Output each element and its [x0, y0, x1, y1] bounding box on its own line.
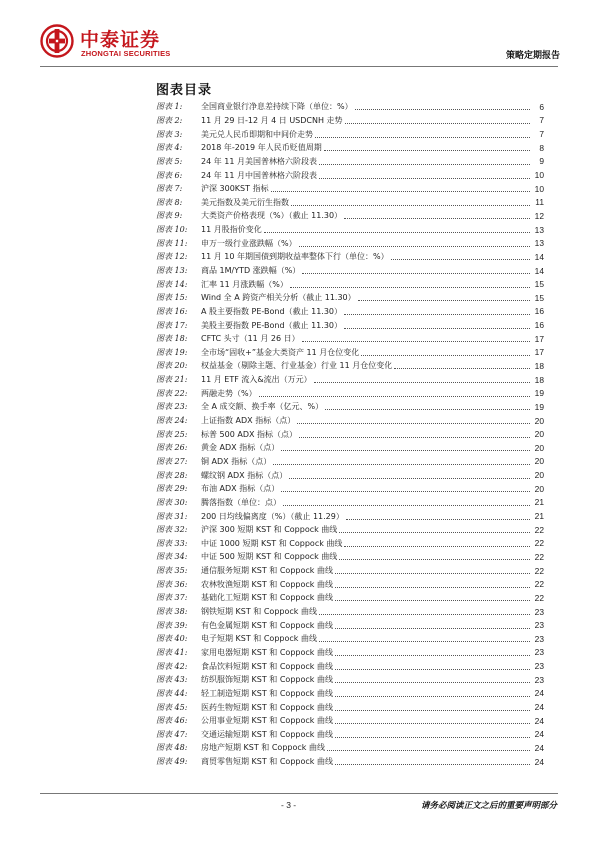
toc-entry-title: 24 年 11 月美国普林格六阶段表	[201, 156, 317, 166]
toc-entry[interactable]	[156, 509, 544, 523]
toc-entry-number: 图表 47:	[156, 729, 188, 739]
toc-entry-page: 16	[534, 320, 544, 331]
toc-entry-title: CFTC 头寸（11 月 26 日）	[201, 334, 300, 344]
toc-entry[interactable]	[156, 305, 544, 319]
toc-dot-leader	[344, 314, 530, 315]
toc-dot-leader	[335, 764, 530, 765]
toc-entry-page: 20	[534, 442, 544, 453]
toc-entry-number: 图表 23:	[156, 402, 188, 412]
toc-entry-title: 纺织服饰短期 KST 和 Coppock 曲线	[201, 675, 333, 685]
toc-entry[interactable]	[156, 155, 544, 169]
toc-entry-page: 23	[534, 661, 544, 672]
toc-dot-leader	[319, 178, 530, 179]
toc-entry-title: Wind 全 A 跨资产相关分析（截止 11.30）	[201, 293, 356, 303]
toc-dot-leader	[335, 669, 530, 670]
toc-entry[interactable]	[156, 400, 544, 414]
toc-entry-page: 22	[534, 592, 544, 603]
toc-entry-page: 20	[534, 456, 544, 467]
toc-entry-page: 24	[534, 756, 544, 767]
toc-entry-page: 14	[534, 265, 544, 276]
toc-entry-title: 11 月 ETF 流入&流出（万元）	[201, 375, 312, 385]
toc-entry[interactable]	[156, 564, 544, 578]
toc-entry-number: 图表 9:	[156, 211, 183, 221]
toc-entry[interactable]	[156, 632, 544, 646]
toc-entry-page: 23	[534, 633, 544, 644]
toc-entry[interactable]	[156, 727, 544, 741]
toc-entry-title: 全 A 成交额、换手率（亿元、%）	[201, 402, 324, 412]
toc-dot-leader	[299, 437, 530, 438]
toc-entry-page: 12	[534, 210, 544, 221]
toc-dot-leader	[335, 655, 530, 656]
toc-entry-title: 中证 500 短期 KST 和 Coppock 曲线	[201, 552, 338, 562]
toc-entry-page: 20	[534, 429, 544, 440]
toc-entry-number: 图表 49:	[156, 757, 188, 767]
toc-entry[interactable]	[156, 209, 544, 223]
page-number: - 3 -	[281, 800, 297, 810]
toc-entry[interactable]	[156, 182, 544, 196]
toc-dot-leader	[358, 300, 530, 301]
toc-entry-number: 图表 38:	[156, 607, 188, 617]
toc-entry-title: 2018 年-2019 年人民币贬值周期	[201, 143, 322, 153]
toc-entry[interactable]	[156, 346, 544, 360]
toc-entry-page: 18	[534, 374, 544, 385]
toc-entry-number: 图表 16:	[156, 306, 188, 316]
toc-entry-page: 20	[534, 483, 544, 494]
toc-entry-title: 11 月 10 年期国债到期收益率整体下行（单位：%）	[201, 252, 389, 262]
toc-entry[interactable]	[156, 577, 544, 591]
toc-entry-number: 图表 12:	[156, 252, 188, 262]
toc-list	[156, 100, 544, 768]
toc-entry-page: 24	[534, 715, 544, 726]
toc-entry[interactable]	[156, 250, 544, 264]
toc-entry-number: 图表 39:	[156, 620, 188, 630]
toc-dot-leader	[344, 218, 530, 219]
page-header	[40, 22, 560, 66]
toc-entry-number: 图表 3:	[156, 129, 183, 139]
toc-entry[interactable]	[156, 100, 544, 114]
toc-entry-title: 电子短期 KST 和 Coppock 曲线	[201, 634, 317, 644]
company-name-en: ZHONGTAI SECURITIES	[81, 49, 171, 58]
toc-entry-page: 10	[534, 183, 544, 194]
toc-entry-number: 图表 46:	[156, 716, 188, 726]
toc-entry-title: 商贸零售短期 KST 和 Coppock 曲线	[201, 757, 333, 767]
toc-entry[interactable]	[156, 386, 544, 400]
toc-entry-title: 黄金 ADX 指标（点）	[201, 443, 280, 453]
toc-entry-page: 11	[535, 197, 544, 208]
toc-dot-leader	[264, 232, 530, 233]
toc-dot-leader	[319, 641, 530, 642]
toc-entry-title: 通信服务短期 KST 和 Coppock 曲线	[201, 566, 333, 576]
toc-entry-page: 9	[539, 156, 544, 167]
toc-entry-page: 7	[539, 129, 544, 140]
toc-entry-number: 图表 43:	[156, 675, 188, 685]
toc-dot-leader	[302, 273, 530, 274]
toc-entry-page: 17	[534, 333, 544, 344]
toc-entry-number: 图表 42:	[156, 661, 188, 671]
toc-entry-number: 图表 28:	[156, 470, 188, 480]
toc-entry-page: 24	[534, 702, 544, 712]
toc-dot-leader	[289, 478, 530, 479]
toc-title: 图表目录	[156, 83, 213, 98]
toc-entry-number: 图表 48:	[156, 743, 188, 753]
toc-entry-number: 图表 11:	[156, 238, 188, 248]
toc-dot-leader	[327, 750, 530, 751]
toc-entry-number: 图表 24:	[156, 416, 188, 426]
toc-dot-leader	[302, 341, 530, 342]
toc-entry-title: 商品 1M/YTD 涨跌幅（%）	[201, 266, 301, 275]
toc-entry[interactable]	[156, 277, 544, 291]
toc-entry[interactable]	[156, 646, 544, 660]
toc-entry-number: 图表 6:	[156, 170, 183, 180]
toc-entry-page: 23	[534, 620, 544, 631]
toc-entry-page: 19	[534, 388, 544, 399]
toc-entry[interactable]	[156, 373, 544, 387]
toc-dot-leader	[339, 532, 530, 533]
toc-entry[interactable]	[156, 427, 544, 441]
toc-entry[interactable]	[156, 523, 544, 537]
toc-entry-number: 图表 36:	[156, 579, 188, 589]
toc-entry-page: 15	[534, 279, 544, 290]
toc-dot-leader	[361, 355, 530, 356]
toc-entry-title: 大类资产价格表现（%）（截止 11.30）	[201, 211, 343, 221]
toc-entry-number: 图表 20:	[156, 361, 188, 371]
toc-entry-number: 图表 13:	[156, 266, 188, 275]
toc-entry-page: 22	[534, 524, 544, 535]
toc-entry-page: 8	[539, 142, 544, 153]
toc-entry-title: 11 月股指价变化	[201, 225, 262, 235]
toc-entry-title: 交通运输短期 KST 和 Coppock 曲线	[201, 729, 333, 739]
toc-entry[interactable]	[156, 755, 544, 769]
toc-entry-number: 图表 5:	[156, 156, 183, 166]
toc-dot-leader	[319, 614, 530, 615]
toc-entry-title: 24 年 11 月中国普林格六阶段表	[201, 170, 317, 180]
toc-entry[interactable]	[156, 127, 544, 141]
toc-entry[interactable]	[156, 591, 544, 605]
toc-dot-leader	[281, 450, 530, 451]
toc-entry-title: 美元指数及美元衍生指数	[201, 197, 289, 207]
toc-entry-number: 图表 31:	[156, 511, 188, 521]
toc-entry[interactable]	[156, 482, 544, 496]
toc-dot-leader	[346, 519, 530, 520]
toc-entry-page: 10	[534, 170, 544, 181]
toc-dot-leader	[325, 409, 530, 410]
toc-entry-number: 图表 4:	[156, 143, 183, 153]
toc-entry[interactable]	[156, 114, 544, 128]
toc-entry[interactable]	[156, 318, 544, 332]
toc-entry-number: 图表 35:	[156, 566, 188, 576]
toc-entry[interactable]	[156, 359, 544, 373]
toc-entry-title: 医药生物短期 KST 和 Coppock 曲线	[201, 702, 333, 712]
report-type-label: 策略定期报告	[505, 51, 560, 61]
toc-entry[interactable]	[156, 223, 544, 237]
toc-entry[interactable]	[156, 455, 544, 469]
toc-dot-leader	[271, 191, 530, 192]
toc-entry-page: 22	[534, 579, 544, 590]
toc-entry[interactable]	[156, 291, 544, 305]
toc-entry-page: 6	[539, 101, 544, 112]
toc-entry[interactable]	[156, 496, 544, 510]
toc-entry-number: 图表 10:	[156, 225, 188, 235]
toc-dot-leader	[324, 150, 530, 151]
toc-entry-number: 图表 40:	[156, 634, 188, 644]
toc-dot-leader	[335, 737, 530, 738]
toc-entry-title: 标普 500 ADX 指标（点）	[201, 429, 298, 439]
toc-entry-number: 图表 25:	[156, 429, 188, 439]
toc-entry-number: 图表 1:	[156, 102, 183, 112]
toc-dot-leader	[259, 396, 530, 397]
toc-entry-title: 布油 ADX 指标（点）	[201, 484, 280, 494]
toc-entry-title: 有色金属短期 KST 和 Coppock 曲线	[201, 620, 333, 630]
toc-dot-leader	[394, 368, 530, 369]
toc-dot-leader	[281, 491, 530, 492]
toc-entry-number: 图表 32:	[156, 525, 188, 535]
toc-entry-number: 图表 34:	[156, 552, 188, 562]
toc-entry-page: 24	[534, 729, 544, 740]
toc-entry[interactable]	[156, 618, 544, 632]
toc-entry[interactable]	[156, 537, 544, 551]
toc-entry-page: 23	[534, 674, 544, 685]
toc-dot-leader	[344, 546, 530, 547]
toc-dot-leader	[290, 287, 530, 288]
toc-dot-leader	[297, 423, 530, 424]
toc-entry-title: 两融走势（%）	[201, 388, 257, 398]
toc-entry-number: 图表 27:	[156, 456, 188, 466]
toc-dot-leader	[335, 723, 530, 724]
footer-divider	[40, 793, 558, 794]
toc-entry-title: 中证 1000 短期 KST 和 Coppock 曲线	[201, 538, 343, 548]
toc-entry-page: 22	[534, 565, 544, 576]
toc-entry-title: 房地产短期 KST 和 Coppock 曲线	[201, 743, 325, 753]
toc-entry[interactable]	[156, 195, 544, 209]
toc-entry-page: 24	[534, 688, 544, 699]
toc-entry-number: 图表 14:	[156, 279, 188, 289]
toc-entry-number: 图表 15:	[156, 293, 188, 303]
toc-dot-leader	[391, 259, 530, 260]
toc-entry-page: 13	[534, 238, 544, 249]
toc-entry-page: 16	[534, 306, 544, 317]
toc-entry-page: 14	[534, 251, 544, 262]
toc-dot-leader	[314, 382, 530, 383]
toc-entry-page: 20	[534, 415, 544, 426]
toc-dot-leader	[344, 328, 530, 329]
toc-entry-number: 图表 33:	[156, 538, 188, 548]
toc-entry[interactable]	[156, 468, 544, 482]
toc-entry-number: 图表 30:	[156, 497, 188, 507]
toc-entry-page: 18	[534, 360, 544, 371]
toc-dot-leader	[299, 246, 530, 247]
toc-entry-page: 21	[534, 511, 544, 522]
toc-entry-title: 家用电器短期 KST 和 Coppock 曲线	[201, 647, 333, 657]
toc-entry-number: 图表 22:	[156, 388, 188, 398]
toc-entry-title: 基础化工短期 KST 和 Coppock 曲线	[201, 593, 333, 603]
toc-entry[interactable]	[156, 264, 544, 278]
toc-entry[interactable]	[156, 141, 544, 155]
toc-entry[interactable]	[156, 700, 544, 714]
toc-entry-page: 20	[534, 470, 544, 481]
toc-dot-leader	[273, 464, 530, 465]
toc-dot-leader	[283, 505, 530, 506]
toc-dot-leader	[319, 164, 530, 165]
toc-entry-number: 图表 26:	[156, 443, 188, 453]
toc-entry[interactable]	[156, 741, 544, 755]
toc-entry-number: 图表 37:	[156, 593, 188, 603]
toc-entry-title: 螺纹钢 ADX 指标（点）	[201, 470, 288, 480]
toc-entry-title: 食品饮料短期 KST 和 Coppock 曲线	[201, 661, 333, 671]
toc-entry-title: 美元兑人民币即期和中间价走势	[201, 129, 313, 139]
toc-dot-leader	[355, 109, 530, 110]
footer-disclaimer: 请务必阅读正文之后的重要声明部分	[420, 801, 557, 811]
toc-entry[interactable]	[156, 168, 544, 182]
toc-entry-page: 21	[534, 497, 544, 508]
toc-entry-title: 权益基金（剔除主题、行业基金）行业 11 月仓位变化	[201, 361, 393, 371]
toc-dot-leader	[335, 710, 530, 711]
toc-entry-title: A 股主要指数 PE-Bond（截止 11.30）	[201, 306, 343, 316]
toc-entry-number: 图表 29:	[156, 484, 188, 494]
toc-entry-page: 7	[539, 115, 544, 126]
toc-entry[interactable]	[156, 441, 544, 455]
toc-entry-title: 腾落指数（单位：点）	[201, 497, 281, 507]
toc-entry[interactable]	[156, 332, 544, 346]
toc-entry-number: 图表 41:	[156, 647, 188, 657]
toc-entry[interactable]	[156, 687, 544, 701]
toc-entry-page: 22	[534, 538, 544, 549]
toc-dot-leader	[339, 559, 530, 560]
toc-entry-title: 公用事业短期 KST 和 Coppock 曲线	[201, 716, 333, 726]
toc-entry-title: 200 日均线偏离度（%）（截止 11.29）	[201, 511, 344, 521]
toc-entry-number: 图表 18:	[156, 334, 188, 344]
toc-entry-title: 沪深 300 短期 KST 和 Coppock 曲线	[201, 525, 338, 535]
toc-entry-title: 上证指数 ADX 指标（点）	[201, 416, 296, 426]
toc-entry[interactable]	[156, 673, 544, 687]
toc-dot-leader	[345, 123, 530, 124]
toc-entry[interactable]	[156, 414, 544, 428]
toc-entry-title: 沪深 300KST 指标	[201, 184, 269, 194]
company-logo	[40, 22, 220, 62]
toc-dot-leader	[291, 205, 530, 206]
toc-entry[interactable]	[156, 714, 544, 728]
toc-entry-title: 铜 ADX 指标（点）	[201, 456, 272, 466]
toc-entry-page: 19	[534, 401, 544, 412]
toc-entry-title: 11 月 29 日-12 月 4 日 USDCNH 走势	[201, 115, 343, 125]
toc-entry-number: 图表 8:	[156, 197, 183, 207]
toc-entry-page: 17	[534, 347, 544, 358]
toc-dot-leader	[335, 587, 530, 588]
company-name-cn: 中泰证券	[80, 29, 161, 51]
toc-entry[interactable]	[156, 659, 544, 673]
toc-entry-number: 图表 44:	[156, 688, 188, 698]
toc-entry[interactable]	[156, 236, 544, 250]
toc-entry-title: 农林牧渔短期 KST 和 Coppock 曲线	[201, 579, 333, 589]
toc-entry-title: 钢铁短期 KST 和 Coppock 曲线	[201, 607, 317, 617]
toc-entry-page: 23	[534, 647, 544, 658]
toc-entry-number: 图表 21:	[156, 375, 188, 385]
toc-entry-page: 23	[534, 606, 544, 617]
toc-entry-page: 13	[534, 224, 544, 235]
toc-entry-number: 图表 45:	[156, 702, 188, 712]
toc-dot-leader	[335, 696, 530, 697]
toc-entry-number: 图表 2:	[156, 115, 183, 125]
toc-dot-leader	[335, 628, 530, 629]
header-divider	[40, 66, 558, 67]
toc-entry-number: 图表 17:	[156, 320, 188, 330]
toc-entry[interactable]	[156, 605, 544, 619]
toc-entry-page: 15	[534, 292, 544, 303]
toc-entry-title: 全市场“固收+”基金大类资产 11 月仓位变化	[201, 347, 360, 357]
toc-entry-number: 图表 19:	[156, 347, 188, 357]
toc-entry-page: 24	[534, 742, 544, 753]
toc-entry-title: 全国商业银行净息差持续下降（单位：%）	[201, 102, 353, 112]
toc-entry-title: 申万一级行业涨跌幅（%）	[201, 238, 297, 248]
toc-entry-title: 汇率 11 月涨跌幅（%）	[201, 279, 288, 289]
toc-entry-title: 轻工制造短期 KST 和 Coppock 曲线	[201, 688, 333, 698]
toc-entry-number: 图表 7:	[156, 184, 183, 194]
toc-entry-title: 美股主要指数 PE-Bond（截止 11.30）	[201, 320, 342, 330]
toc-entry[interactable]	[156, 550, 544, 564]
toc-dot-leader	[335, 573, 530, 574]
company-logo-icon	[40, 24, 74, 58]
toc-dot-leader	[335, 682, 530, 683]
toc-entry-page: 22	[534, 551, 544, 562]
toc-dot-leader	[315, 137, 530, 138]
toc-dot-leader	[335, 600, 530, 601]
